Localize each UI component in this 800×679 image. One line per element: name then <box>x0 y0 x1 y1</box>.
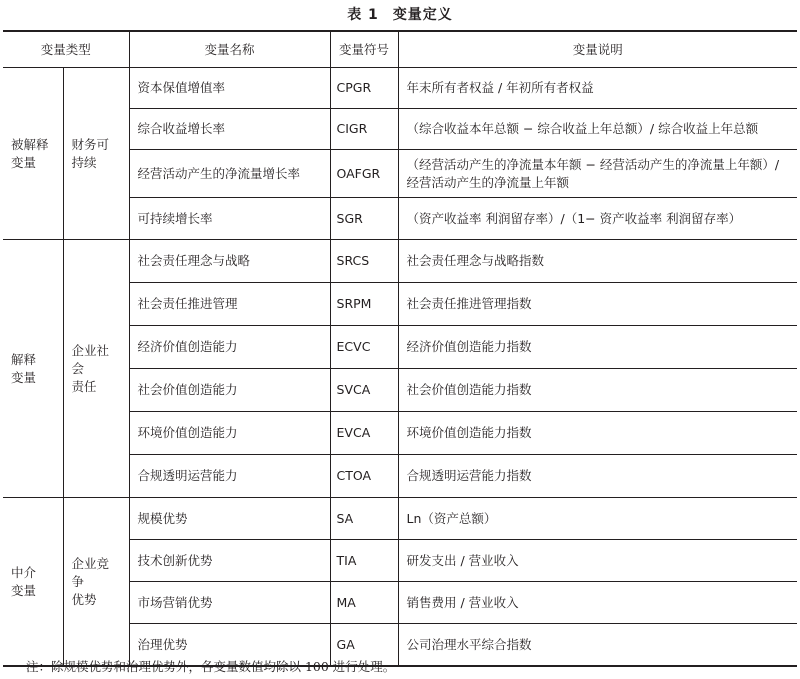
variable-symbol-cell: OAFGR <box>330 150 398 198</box>
variable-description-cell: （资产收益率 利润留存率）/（1− 资产收益率 利润留存率） <box>398 198 797 240</box>
variable-name-cell: 经营活动产生的净流量增长率 <box>129 150 330 198</box>
group-dimension-label: 财务可 持续 <box>71 136 110 170</box>
variable-name-cell: 可持续增长率 <box>129 198 330 240</box>
group-dimension-label: 企业社会 责任 <box>71 342 110 394</box>
variable-name-cell: 社会责任推进管理 <box>129 283 330 326</box>
group-dimension-cell <box>63 68 129 240</box>
header-variable-type: 变量类型 <box>3 31 129 68</box>
table-caption <box>0 4 800 24</box>
variable-symbol-cell: CTOA <box>330 455 398 498</box>
variable-symbol-cell: EVCA <box>330 412 398 455</box>
table-number: 表 1 <box>347 7 379 23</box>
variable-name-cell: 规模优势 <box>129 498 330 540</box>
table-note: 注：除规模优势和治理优势外，各变量数值均除以 100 进行处理。 <box>26 659 396 674</box>
variable-description-cell: 研发支出 / 营业收入 <box>398 540 797 582</box>
variable-description-cell: （经营活动产生的净流量本年额 − 经营活动产生的净流量上年额）/ 经营活动产生的净流量上年额 <box>398 150 797 198</box>
table-row <box>3 240 797 283</box>
variable-description-cell: 公司治理水平综合指数 <box>398 624 797 667</box>
variable-description-cell: 社会责任推进管理指数 <box>398 283 797 326</box>
variable-name-cell: 资本保值增值率 <box>129 68 330 109</box>
variable-symbol-cell: SA <box>330 498 398 540</box>
variable-symbol-cell: GA <box>330 624 398 667</box>
group-type-label: 中介 变量 <box>11 564 37 598</box>
table-row <box>3 68 797 109</box>
header-variable-name: 变量名称 <box>129 31 330 68</box>
variable-description-cell: （综合收益本年总额 − 综合收益上年总额）/ 综合收益上年总额 <box>398 109 797 150</box>
group-type-label: 解释 变量 <box>11 351 37 385</box>
variable-symbol-cell: SGR <box>330 198 398 240</box>
variable-description-cell: Ln（资产总额） <box>398 498 797 540</box>
variable-name-cell: 社会责任理念与战略 <box>129 240 330 283</box>
variable-description-cell: 环境价值创造能力指数 <box>398 412 797 455</box>
variable-name-cell: 社会价值创造能力 <box>129 369 330 412</box>
variable-description-cell: 年末所有者权益 / 年初所有者权益 <box>406 80 594 95</box>
variable-description-cell: 合规透明运营能力指数 <box>398 455 797 498</box>
table-title: 变量定义 <box>392 7 453 23</box>
variable-description-cell: 经济价值创造能力指数 <box>398 326 797 369</box>
variable-symbol-cell: SVCA <box>330 369 398 412</box>
variable-symbol-cell: TIA <box>330 540 398 582</box>
variable-name-cell: 市场营销优势 <box>129 582 330 624</box>
variable-symbol-cell: SRCS <box>330 240 398 283</box>
variable-symbol-cell: CIGR <box>330 109 398 150</box>
variable-name-cell: 综合收益增长率 <box>129 109 330 150</box>
variable-description-cell: 社会责任理念与战略指数 <box>398 240 797 283</box>
variable-symbol-cell: CPGR <box>330 68 398 109</box>
variable-symbol-cell: SRPM <box>330 283 398 326</box>
group-dimension-label: 企业竞争 优势 <box>71 555 110 607</box>
variable-description-cell: 销售费用 / 营业收入 <box>398 582 797 624</box>
group-type-cell <box>3 498 63 667</box>
variable-symbol-cell: MA <box>330 582 398 624</box>
group-dimension-cell <box>63 240 129 498</box>
variable-name-cell: 合规透明运营能力 <box>129 455 330 498</box>
header-variable-description: 变量说明 <box>398 31 797 68</box>
table-row <box>3 498 797 540</box>
group-type-label: 被解释 变量 <box>11 136 49 170</box>
header-variable-symbol: 变量符号 <box>330 31 398 68</box>
variable-definition-table <box>3 30 797 667</box>
group-type-cell <box>3 240 63 498</box>
variable-name-cell: 环境价值创造能力 <box>129 412 330 455</box>
variable-description-cell: 社会价值创造能力指数 <box>398 369 797 412</box>
group-type-cell <box>3 68 63 240</box>
variable-symbol-cell: ECVC <box>330 326 398 369</box>
group-dimension-cell <box>63 498 129 667</box>
variable-name-cell: 经济价值创造能力 <box>129 326 330 369</box>
variable-name-cell: 技术创新优势 <box>129 540 330 582</box>
header-row <box>3 31 797 68</box>
variable-name-cell: 治理优势 <box>129 624 330 667</box>
